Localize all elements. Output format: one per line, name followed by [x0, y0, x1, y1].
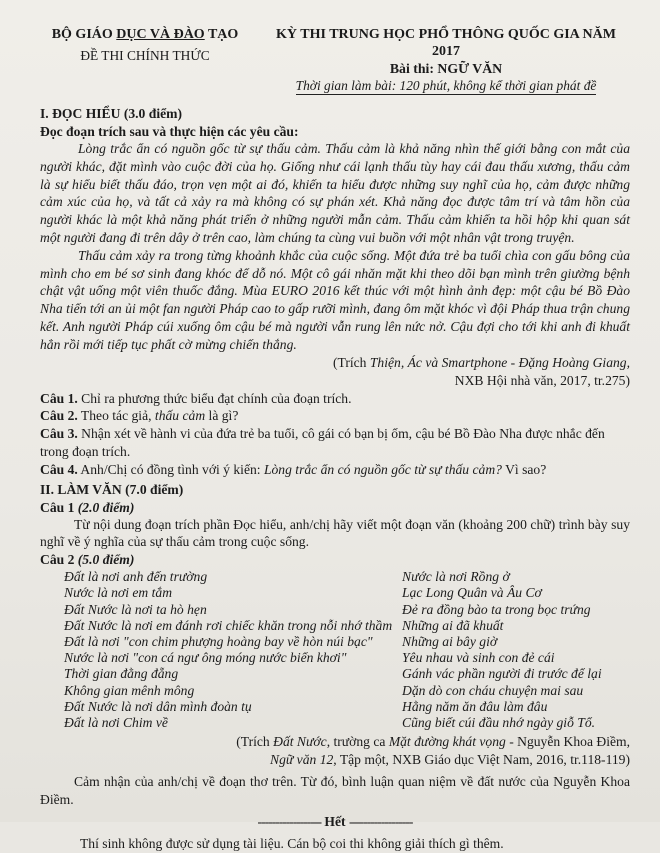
question-2: Câu 2. Theo tác giả, thấu cảm là gì?	[40, 408, 239, 424]
poem-line: Lạc Long Quân và Âu Cơ	[402, 585, 542, 601]
part1-heading: I. ĐỌC HIỂU (3.0 điểm)	[40, 106, 182, 121]
part2-question-2-label: Câu 2 (5.0 điểm)	[40, 552, 135, 568]
poem-line: Nước là nơi "con cá ngư ông móng nước biển khơi"	[64, 650, 347, 666]
poem-line: Đất Nước là nơi em đánh rơi chiếc khăn trong nỗi nhớ thầm	[64, 617, 393, 633]
exam-header	[40, 26, 630, 95]
poem-line: Đất là nơi "con chim phượng hoàng bay về hòn núi bạc"	[64, 633, 373, 649]
poem-line: Đất Nước là nơi dân mình đoàn tụ	[64, 698, 252, 714]
passage-paragraph-1: Lòng trắc ẩn có nguồn gốc từ sự thấu cảm. Thấu cảm là khả năng nhìn thế giới bằng con mắt của người khác, đặt mình vào cuộc đời của họ. Giống như cái lạnh thấu tùy hay cái đau thấu xương, thấu cảm là sự hiểu biết thấu đáo, trọn vẹn một ai đó, khiến ta hiểu được những suy nghĩ của họ, cảm được những cảm xúc của họ, và tất cả xảy ra mà không có sự phán xét. Khả năng đọc được tâm trí và tâm hồn của người khác là một khả năng phát triển ở những người mẫn cảm. Thấu cảm khiến ta hồi hộp khi quan sát một người đang đi trên dây ở trên cao, làm chúng ta cùng vui buồn với một nhân vật trong truyện.	[40, 141, 630, 245]
poem-source-2: Ngữ văn 12, Tập một, NXB Giáo dục Việt Nam, 2016, tr.118-119)	[270, 752, 630, 768]
part1-instruction: Đọc đoạn trích sau và thực hiện các yêu cầu:	[40, 124, 299, 139]
passage-source-1: (Trích Thiện, Ác và Smartphone - Đặng Hoàng Giang,	[332, 354, 630, 370]
poem-line: Dặn dò con cháu chuyện mai sau	[402, 682, 584, 698]
poem-line: Những ai bây giờ	[402, 633, 498, 649]
subject-line: Bài thi: NGỮ VĂN	[389, 61, 503, 76]
poem-line: Cũng biết cúi đầu nhớ ngày giỗ Tổ.	[402, 714, 596, 730]
part2-question-1-text: Từ nội dung đoạn trích phần Đọc hiểu, anh/chị hãy viết một đoạn văn (khoảng 200 chữ) trình bày suy nghĩ về ý nghĩa của sự thấu cảm trong cuộc sống.	[40, 516, 630, 550]
passage-paragraph-2: Thấu cảm xảy ra trong từng khoảnh khắc của cuộc sống. Một đứa trẻ ba tuổi chìa con gấu bông của mình cho em bé sơ sinh đang khóc để dỗ nó. Một cô gái nhăn mặt khi theo dõi bạn mình trên giường bệnh chật vật uống một viên thuốc đắng. Mùa EURO 2016 kết thúc với một hình ảnh đẹp: một cậu bé Bồ Đào Nha tiến tới an ủi một fan người Pháp cao to gấp rưỡi mình, đang ôm mặt khóc vì đội Pháp thua trận chung kết. Anh người Pháp cúi xuống ôm cậu bé mà người vẫn rung lên nức nở. Cậu đợi cho tới khi anh đi khuất hẳn rồi mới tiếp tục phất cờ mừng chiến thắng.	[40, 247, 630, 352]
poem-line: Đất Nước là nơi ta hò hẹn	[64, 601, 207, 617]
poem-line: Thời gian đằng đẵng	[64, 666, 179, 682]
poem-line: Đất là nơi anh đến trường	[64, 569, 208, 585]
poem-line: Đất là nơi Chim về	[64, 714, 168, 730]
part2-question-2-text: Cảm nhận của anh/chị về đoạn thơ trên. Từ đó, bình luận quan niệm về đất nước của Nguyễn Khoa Điềm.	[40, 774, 630, 807]
header-left	[40, 26, 250, 95]
ministry-name: BỘ GIÁO DỤC VÀ ĐÀO TẠO	[51, 27, 239, 42]
poem-source-1: (Trích Đất Nước, trường ca Mặt đường khát vọng - Nguyễn Khoa Điềm,	[236, 734, 630, 750]
footer-note: Thí sinh không được sử dụng tài liệu. Cán bộ coi thi không giải thích gì thêm.	[80, 835, 504, 851]
official-label: ĐỀ THI CHÍNH THỨC	[80, 48, 210, 63]
question-1: Câu 1. Chỉ ra phương thức biểu đạt chính của đoạn trích.	[40, 390, 352, 406]
poem-line: Yêu nhau và sinh con đẻ cái	[402, 650, 555, 666]
poem-line: Nước là nơi em tắm	[64, 585, 173, 601]
part2-heading: II. LÀM VĂN (7.0 điểm)	[40, 481, 184, 497]
passage-source-2: NXB Hội nhà văn, 2017, tr.275)	[454, 372, 630, 388]
header-right	[250, 26, 630, 95]
poem-line: Đẻ ra đồng bào ta trong bọc trứng	[402, 601, 591, 617]
poem-line: Nước là nơi Rồng ở	[402, 569, 510, 585]
poem-column-right	[402, 569, 630, 731]
poem-line: Hằng năm ăn đâu làm đâu	[402, 698, 548, 714]
question-3: Câu 3. Nhận xét về hành vi của đứa trẻ ba tuổi, cô gái có bạn bị ốm, cậu bé Bồ Đào Nha được nhắc đến trong đoạn trích.	[40, 426, 605, 459]
exam-title: KỲ THI TRUNG HỌC PHỔ THÔNG QUỐC GIA NĂM 2017	[276, 27, 616, 59]
poem-line: Những ai đã khuất	[402, 617, 504, 633]
part2-question-1-label: Câu 1 (2.0 điểm)	[40, 499, 135, 515]
question-4: Câu 4. Anh/Chị có đồng tình với ý kiến: Lòng trắc ẩn có nguồn gốc từ sự thấu cảm? Vì sao?	[40, 461, 547, 477]
poem-line: Không gian mênh mông	[64, 682, 195, 698]
poem-line: Gánh vác phần người đi trước để lại	[402, 666, 602, 682]
time-line: Thời gian làm bài: 120 phút, không kể thời gian phát đề	[295, 78, 597, 93]
poem-excerpt	[40, 569, 630, 731]
poem-column-left	[40, 569, 402, 731]
end-marker: ------------------ Hết ------------------	[257, 813, 413, 829]
